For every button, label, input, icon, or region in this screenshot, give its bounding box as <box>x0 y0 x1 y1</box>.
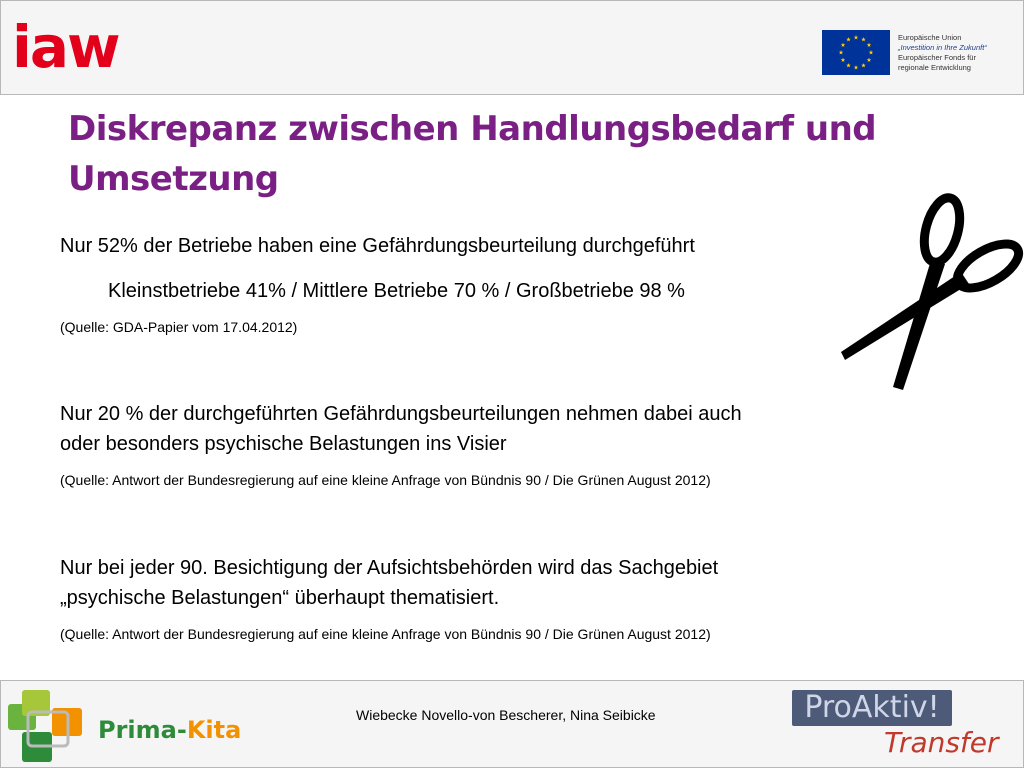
stat-2-line-1: Nur 20 % der durchgeführten Gefährdungsbeurteilungen nehmen dabei auch <box>60 403 742 425</box>
eu-line-2: „Investition in Ihre Zukunft“ <box>898 43 987 52</box>
source-1: (Quelle: GDA-Papier vom 17.04.2012) <box>60 319 298 335</box>
kita-label: Kita <box>186 716 242 744</box>
stat-3-line-2: „psychische Belastungen“ überhaupt thematisiert. <box>60 587 500 609</box>
eu-line-4: regionale Entwicklung <box>898 63 971 72</box>
stat-3-line-1: Nur bei jeder 90. Besichtigung der Aufsichtsbehörden wird das Sachgebiet <box>60 557 719 579</box>
eu-funding-note <box>898 33 987 73</box>
scissors-icon <box>835 188 1024 398</box>
source-3: (Quelle: Antwort der Bundesregierung auf eine kleine Anfrage von Bündnis 90 / Die Grünen August 2012) <box>60 626 711 642</box>
eu-line-1: Europäische Union <box>898 33 962 42</box>
slide-title <box>68 104 908 204</box>
source-2: (Quelle: Antwort der Bundesregierung auf eine kleine Anfrage von Bündnis 90 / Die Grünen August 2012) <box>60 472 711 488</box>
eu-flag-icon <box>822 30 890 75</box>
stat-1: Nur 52% der Betriebe haben eine Gefährdungsbeurteilung durchgeführt <box>60 235 695 257</box>
title-line-1: Diskrepanz zwischen Handlungsbedarf und <box>68 109 877 149</box>
iaw-logo: iaw <box>12 13 119 81</box>
stat-1-breakdown: Kleinstbetriebe 41% / Mittlere Betriebe 70 % / Großbetriebe 98 % <box>108 280 685 302</box>
prima-kita-brand <box>98 716 241 744</box>
eu-line-3: Europäischer Fonds für <box>898 53 976 62</box>
proaktiv-logo: ProAktiv! <box>792 690 952 726</box>
title-line-2: Umsetzung <box>68 159 279 199</box>
stat-2-line-2: oder besonders psychische Belastungen ins Visier <box>60 433 507 455</box>
transfer-label: Transfer <box>884 726 999 759</box>
prima-kita-logo-icon <box>8 686 88 766</box>
prima-label: Prima- <box>98 716 187 744</box>
footer-authors: Wiebecke Novello-von Bescherer, Nina Seibicke <box>356 707 656 723</box>
